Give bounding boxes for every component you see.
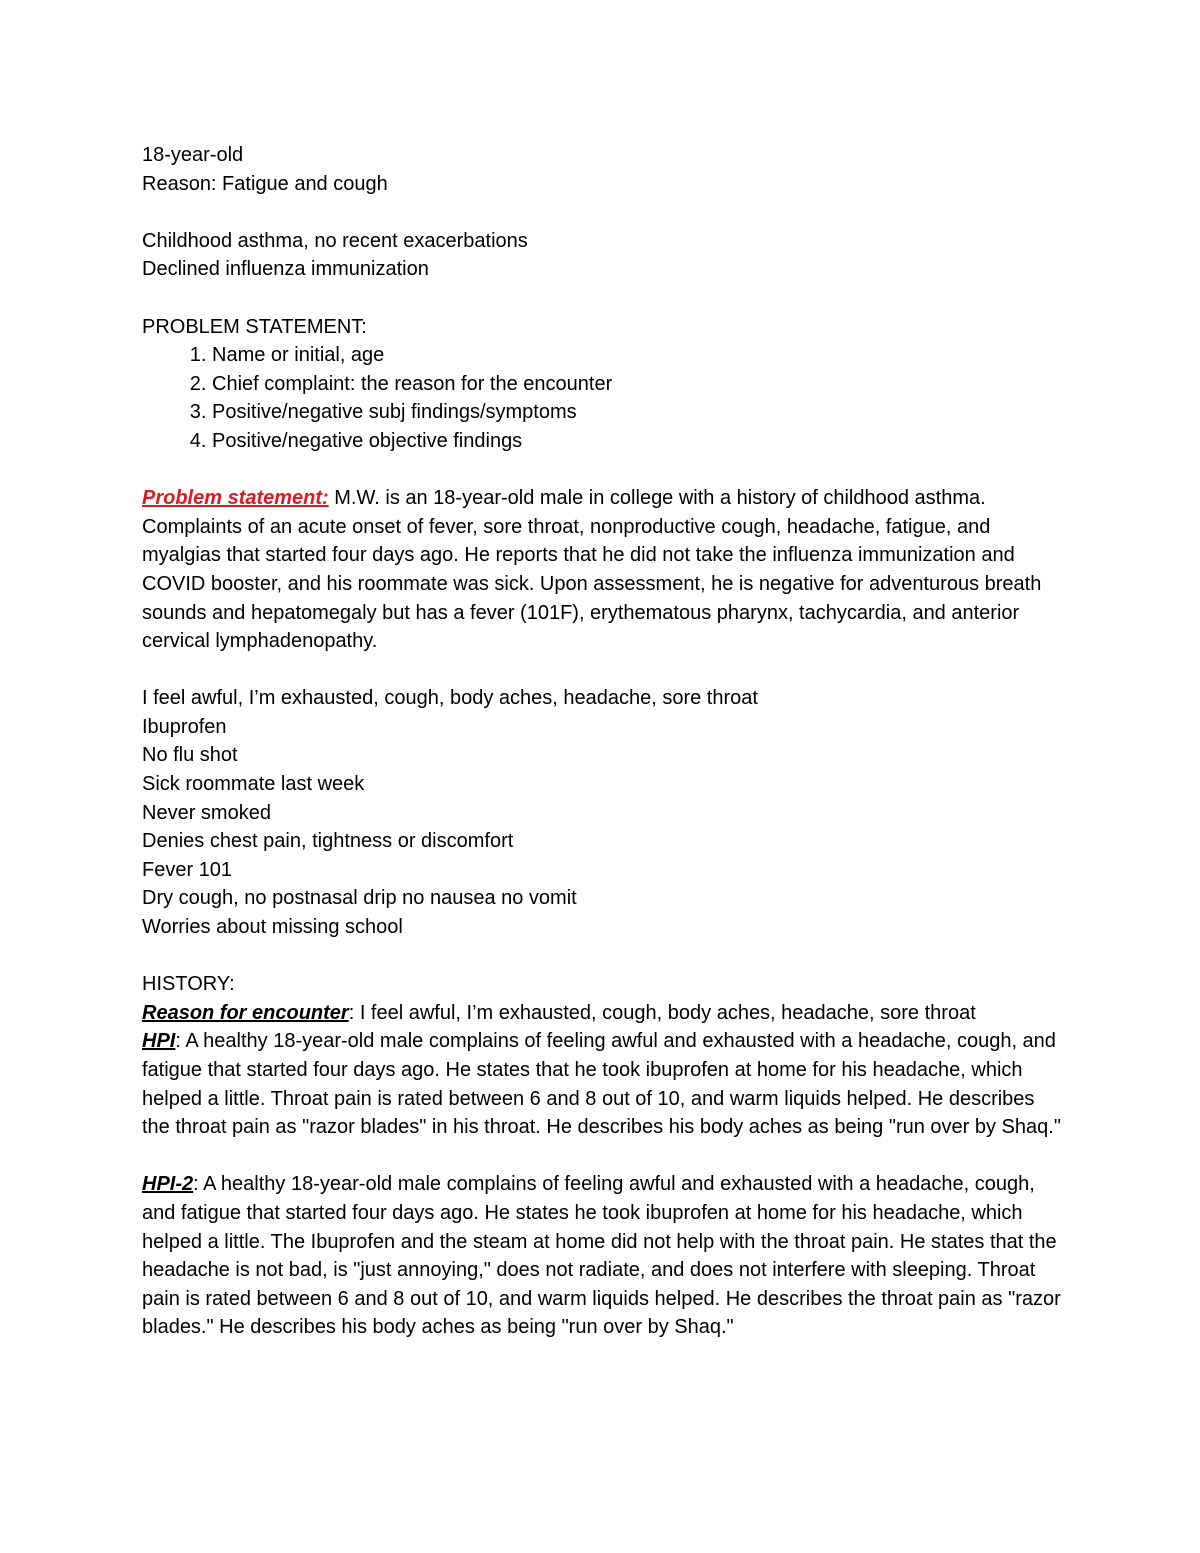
hpi-text: : A healthy 18-year-old male complains of feeling awful and exhausted with a headache, cough, and fatigue that started four days ago. He states that he took ibuprofen at home for his headache, which helped a little. Throat pain is rated between 6 and 8 out of 10, and warm liquids helped. He describes the throat pain as "razor blades" in his throat. He describes his body aches as being "run over by Shaq." [142, 1030, 1061, 1139]
list-item: 4. Positive/negative objective findings [212, 427, 1062, 456]
hpi-label: HPI [142, 1030, 176, 1053]
note-line: Sick roommate last week [142, 773, 365, 796]
subjective-notes [142, 684, 1062, 941]
list-item: 3. Positive/negative subj findings/symptoms [212, 398, 1062, 427]
note-line: I feel awful, I’m exhausted, cough, body aches, headache, sore throat [142, 687, 758, 710]
note-line: Worries about missing school [142, 916, 403, 939]
reason-for-encounter-label: Reason for encounter [142, 1001, 349, 1024]
spacer [142, 942, 1062, 971]
problem-statement-text: M.W. is an 18-year-old male in college with a history of childhood asthma. Complaints of an acute onset of fever, sore throat, nonproductive cough, headache, fatigue, and myalgias that started four days ago. He reports that he did not take the influenza immunization and COVID booster, and his roommate was sick. Upon assessment, he is negative for adventurous breath sounds and hepatomegaly but has a fever (101F), erythematous pharynx, tachycardia, and anterior cervical lymphadenopathy. [142, 487, 1042, 653]
hpi2-text: : A healthy 18-year-old male complains of feeling awful and exhausted with a headache, cough, and fatigue that started four days ago. He states he took ibuprofen at home for his headache, which helped a little. The Ibuprofen and the steam at home did not help with the throat pain. He states that the headache is not bad, is "just annoying," does not radiate, and does not interfere with sleeping. Throat pain is rated between 6 and 8 out of 10, and warm liquids helped. He describes the throat pain as "razor blades." He describes his body aches as being "run over by Shaq." [142, 1173, 1061, 1339]
history-asthma: Childhood asthma, no recent exacerbations [142, 229, 528, 252]
spacer [142, 456, 1062, 485]
note-line: Fever 101 [142, 858, 233, 881]
list-item: 2. Chief complaint: the reason for the encounter [212, 370, 1062, 399]
note-line: Denies chest pain, tightness or discomfort [142, 830, 514, 853]
spacer [142, 656, 1062, 685]
note-line: No flu shot [142, 744, 238, 767]
spacer [142, 198, 1062, 227]
list-item: 1. Name or initial, age [212, 341, 1062, 370]
spacer [142, 1142, 1062, 1171]
problem-statement-paragraph [142, 484, 1062, 656]
note-line: Never smoked [142, 801, 271, 824]
note-line: Dry cough, no postnasal drip no nausea no vomit [142, 887, 577, 910]
hpi2-label: HPI-2 [142, 1173, 194, 1196]
patient-age: 18-year-old [142, 144, 244, 166]
spacer [142, 284, 1062, 313]
note-line: Ibuprofen [142, 715, 227, 738]
problem-statement-label: Problem statement: [142, 487, 329, 510]
visit-reason: Reason: Fatigue and cough [142, 172, 388, 195]
problem-statement-heading: PROBLEM STATEMENT: [142, 315, 367, 338]
history-heading: HISTORY: [142, 973, 235, 996]
problem-statement-list [142, 341, 1062, 455]
reason-for-encounter [142, 999, 1062, 1028]
hpi-paragraph [142, 1027, 1062, 1141]
reason-for-encounter-text: : I feel awful, I’m exhausted, cough, body aches, headache, sore throat [348, 1001, 976, 1024]
hpi2-paragraph [142, 1170, 1062, 1342]
history-immunization: Declined influenza immunization [142, 258, 429, 281]
document-body [142, 141, 1062, 1342]
